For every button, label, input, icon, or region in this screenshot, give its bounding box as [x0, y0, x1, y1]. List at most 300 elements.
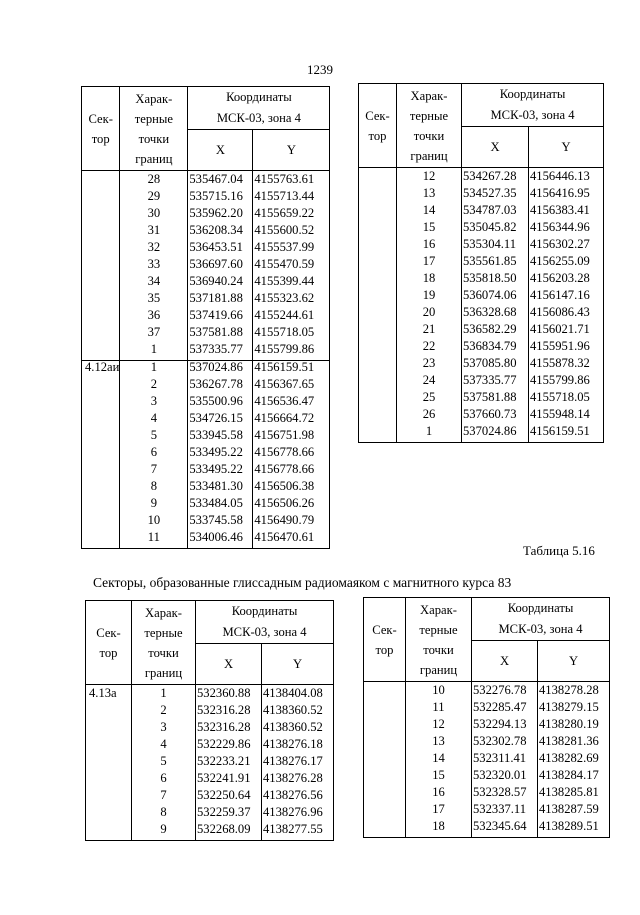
point-cell: 37 [120, 326, 188, 343]
sector-cell [82, 258, 120, 275]
header-sector: Сек-тор [82, 87, 120, 171]
sector-cell [359, 374, 397, 391]
y-coordinate-cell: 4156383.41 [529, 204, 604, 221]
point-cell: 15 [397, 221, 462, 238]
y-coordinate-cell: 4155244.61 [253, 309, 330, 326]
table-row [86, 685, 334, 705]
table-row [359, 255, 604, 272]
x-coordinate-cell: 532316.28 [196, 704, 262, 721]
table-row [82, 412, 330, 429]
y-coordinate-cell: 4156255.09 [529, 255, 604, 272]
sector-cell [82, 378, 120, 395]
y-coordinate-cell: 4155799.86 [253, 343, 330, 361]
sector-cell [82, 326, 120, 343]
y-coordinate-cell: 4138284.17 [538, 769, 610, 786]
sector-cell [82, 497, 120, 514]
header-points [120, 87, 188, 171]
header-coordinates [462, 84, 604, 127]
point-cell: 2 [132, 704, 196, 721]
x-coordinate-cell: 537335.77 [188, 343, 253, 361]
sector-cell [364, 769, 406, 786]
x-coordinate-cell: 537024.86 [188, 361, 253, 379]
table-row [86, 738, 334, 755]
x-coordinate-cell: 537581.88 [188, 326, 253, 343]
sector-cell [359, 391, 397, 408]
header-points [132, 601, 196, 685]
point-cell: 34 [120, 275, 188, 292]
table-row [86, 755, 334, 772]
table1-left-block [81, 86, 330, 549]
y-coordinate-cell: 4156159.51 [529, 425, 604, 443]
table-row [86, 704, 334, 721]
y-coordinate-cell: 4138282.69 [538, 752, 610, 769]
sector-cell [359, 323, 397, 340]
point-cell: 36 [120, 309, 188, 326]
y-coordinate-cell: 4156536.47 [253, 395, 330, 412]
header-points-line: точки [413, 128, 445, 143]
y-coordinate-cell: 4155659.22 [253, 207, 330, 224]
y-coordinate-cell: 4156490.79 [253, 514, 330, 531]
table2-right-block [363, 597, 610, 838]
point-cell: 12 [406, 718, 472, 735]
y-coordinate-cell: 4156664.72 [253, 412, 330, 429]
sector-cell [359, 272, 397, 289]
table-row [82, 361, 330, 379]
sector-cell [359, 255, 397, 272]
y-coordinate-cell: 4138360.52 [262, 721, 334, 738]
x-coordinate-cell: 532229.86 [196, 738, 262, 755]
table-row [86, 721, 334, 738]
y-coordinate-cell: 4138287.59 [538, 803, 610, 820]
table-row [364, 769, 610, 786]
header-coordinates-line: МСК-03, зона 4 [216, 111, 301, 125]
x-coordinate-cell: 537335.77 [462, 374, 529, 391]
x-coordinate-cell: 534527.35 [462, 187, 529, 204]
header-coordinates-line: Координаты [507, 601, 574, 615]
table-caption: Секторы, образованные глиссадным радиомаяком с магнитного курса 83 [93, 575, 512, 590]
table-row [359, 272, 604, 289]
point-cell: 23 [397, 357, 462, 374]
table-number-label: Таблица 5.16 [523, 543, 595, 558]
sector-cell [364, 718, 406, 735]
header-points-line: границ [144, 665, 183, 680]
sector-cell [82, 224, 120, 241]
point-cell: 17 [397, 255, 462, 272]
point-cell: 29 [120, 190, 188, 207]
y-coordinate-cell: 4155713.44 [253, 190, 330, 207]
table-row [359, 306, 604, 323]
header-y: Y [262, 644, 334, 685]
x-coordinate-cell: 536453.51 [188, 241, 253, 258]
table-row [82, 171, 330, 191]
point-cell: 9 [132, 823, 196, 841]
y-coordinate-cell: 4156086.43 [529, 306, 604, 323]
y-coordinate-cell: 4156147.16 [529, 289, 604, 306]
y-coordinate-cell: 4156203.28 [529, 272, 604, 289]
point-cell: 14 [406, 752, 472, 769]
sector-cell [364, 701, 406, 718]
x-coordinate-cell: 532311.41 [472, 752, 538, 769]
sector-cell [359, 238, 397, 255]
x-coordinate-cell: 536697.60 [188, 258, 253, 275]
y-coordinate-cell: 4138276.28 [262, 772, 334, 789]
table-row [82, 258, 330, 275]
y-coordinate-cell: 4155470.59 [253, 258, 330, 275]
y-coordinate-cell: 4156446.13 [529, 168, 604, 188]
table-row [82, 241, 330, 258]
header-points [397, 84, 462, 168]
point-cell: 31 [120, 224, 188, 241]
point-cell: 10 [406, 682, 472, 702]
sector-cell [359, 289, 397, 306]
sector-cell [364, 752, 406, 769]
y-coordinate-cell: 4156778.66 [253, 463, 330, 480]
table-row [82, 326, 330, 343]
y-coordinate-cell: 4138281.36 [538, 735, 610, 752]
y-coordinate-cell: 4156778.66 [253, 446, 330, 463]
x-coordinate-cell: 533945.58 [188, 429, 253, 446]
y-coordinate-cell: 4155323.62 [253, 292, 330, 309]
x-coordinate-cell: 532328.57 [472, 786, 538, 803]
table-row [359, 289, 604, 306]
y-coordinate-cell: 4138276.18 [262, 738, 334, 755]
sector-cell [82, 309, 120, 326]
point-cell: 5 [132, 755, 196, 772]
sector-cell [359, 204, 397, 221]
table-row [82, 395, 330, 412]
table-row [82, 378, 330, 395]
x-coordinate-cell: 536074.06 [462, 289, 529, 306]
point-cell: 22 [397, 340, 462, 357]
point-cell: 8 [120, 480, 188, 497]
point-cell: 35 [120, 292, 188, 309]
x-coordinate-cell: 534726.15 [188, 412, 253, 429]
y-coordinate-cell: 4138360.52 [262, 704, 334, 721]
x-coordinate-cell: 532360.88 [196, 685, 262, 705]
x-coordinate-cell: 533745.58 [188, 514, 253, 531]
sector-cell [359, 187, 397, 204]
coords-table [363, 597, 610, 838]
x-coordinate-cell: 532294.13 [472, 718, 538, 735]
sector-cell [359, 340, 397, 357]
point-cell: 3 [120, 395, 188, 412]
point-cell: 7 [132, 789, 196, 806]
sector-cell [86, 755, 132, 772]
y-coordinate-cell: 4156751.98 [253, 429, 330, 446]
header-points [406, 598, 472, 682]
x-coordinate-cell: 533495.22 [188, 446, 253, 463]
point-cell: 10 [120, 514, 188, 531]
header-coordinates-line: Координаты [499, 87, 566, 101]
x-coordinate-cell: 532337.11 [472, 803, 538, 820]
table-row [82, 463, 330, 480]
y-coordinate-cell: 4138278.28 [538, 682, 610, 702]
table-row [359, 221, 604, 238]
point-cell: 3 [132, 721, 196, 738]
x-coordinate-cell: 532345.64 [472, 820, 538, 838]
table-row [82, 446, 330, 463]
sector-cell [82, 480, 120, 497]
point-cell: 24 [397, 374, 462, 391]
x-coordinate-cell: 535818.50 [462, 272, 529, 289]
header-y: Y [253, 130, 330, 171]
x-coordinate-cell: 537085.80 [462, 357, 529, 374]
x-coordinate-cell: 532259.37 [196, 806, 262, 823]
point-cell: 12 [397, 168, 462, 188]
table-row [82, 275, 330, 292]
x-coordinate-cell: 537419.66 [188, 309, 253, 326]
point-cell: 16 [397, 238, 462, 255]
y-coordinate-cell: 4155951.96 [529, 340, 604, 357]
table-row [82, 480, 330, 497]
table-row [364, 752, 610, 769]
table-row [82, 531, 330, 549]
y-coordinate-cell: 4155600.52 [253, 224, 330, 241]
header-points-line: Харак- [135, 91, 173, 106]
point-cell: 33 [120, 258, 188, 275]
point-cell: 13 [406, 735, 472, 752]
x-coordinate-cell: 536267.78 [188, 378, 253, 395]
point-cell: 2 [120, 378, 188, 395]
sector-cell [86, 789, 132, 806]
table-row [86, 772, 334, 789]
x-coordinate-cell: 537660.73 [462, 408, 529, 425]
point-cell: 26 [397, 408, 462, 425]
table-row [86, 789, 334, 806]
table-row [364, 786, 610, 803]
x-coordinate-cell: 533481.30 [188, 480, 253, 497]
table-row [82, 224, 330, 241]
header-points-line: точки [138, 131, 170, 146]
header-points-line: границ [419, 662, 458, 677]
x-coordinate-cell: 535500.96 [188, 395, 253, 412]
x-coordinate-cell: 532241.91 [196, 772, 262, 789]
point-cell: 4 [120, 412, 188, 429]
sector-cell [86, 738, 132, 755]
sector-cell [82, 343, 120, 361]
header-points-line: границ [410, 148, 448, 163]
point-cell: 6 [132, 772, 196, 789]
y-coordinate-cell: 4138277.55 [262, 823, 334, 841]
sector-cell [364, 803, 406, 820]
table-row [359, 408, 604, 425]
point-cell: 28 [120, 171, 188, 191]
header-points-line: Харак- [145, 605, 182, 620]
header-points-line: терные [419, 622, 458, 637]
y-coordinate-cell: 4138276.17 [262, 755, 334, 772]
point-cell: 7 [120, 463, 188, 480]
sector-cell [364, 786, 406, 803]
header-points-line: терные [409, 108, 449, 123]
x-coordinate-cell: 535045.82 [462, 221, 529, 238]
point-cell: 17 [406, 803, 472, 820]
y-coordinate-cell: 4156506.38 [253, 480, 330, 497]
sector-cell [364, 820, 406, 838]
sector-cell [82, 429, 120, 446]
y-coordinate-cell: 4156470.61 [253, 531, 330, 549]
y-coordinate-cell: 4155399.44 [253, 275, 330, 292]
sector-cell [359, 221, 397, 238]
header-x: X [188, 130, 253, 171]
table-row [359, 357, 604, 374]
sector-cell [82, 275, 120, 292]
point-cell: 11 [120, 531, 188, 549]
table-row [82, 292, 330, 309]
y-coordinate-cell: 4155948.14 [529, 408, 604, 425]
page-number: 1239 [307, 62, 333, 77]
header-y: Y [529, 127, 604, 168]
table-row [86, 806, 334, 823]
header-sector: Сек-тор [359, 84, 397, 168]
sector-cell [86, 806, 132, 823]
sector-cell [359, 425, 397, 443]
y-coordinate-cell: 4138276.56 [262, 789, 334, 806]
y-coordinate-cell: 4156367.65 [253, 378, 330, 395]
sector-cell: 4.12аи [82, 361, 120, 379]
table-row [82, 207, 330, 224]
table-row [359, 238, 604, 255]
header-coordinates-line: Координаты [226, 90, 292, 104]
sector-cell [82, 463, 120, 480]
header-coordinates-line: МСК-03, зона 4 [222, 625, 307, 639]
x-coordinate-cell: 533484.05 [188, 497, 253, 514]
table-row [86, 823, 334, 841]
sector-cell [82, 292, 120, 309]
x-coordinate-cell: 532302.78 [472, 735, 538, 752]
point-cell: 30 [120, 207, 188, 224]
header-points-line: Харак- [410, 88, 448, 103]
table-row [364, 820, 610, 838]
x-coordinate-cell: 535962.20 [188, 207, 253, 224]
table1-right-block [358, 83, 604, 443]
y-coordinate-cell: 4138285.81 [538, 786, 610, 803]
table-row [82, 514, 330, 531]
point-cell: 14 [397, 204, 462, 221]
sector-cell [82, 171, 120, 191]
sector-cell [82, 395, 120, 412]
y-coordinate-cell: 4156302.27 [529, 238, 604, 255]
y-coordinate-cell: 4138276.96 [262, 806, 334, 823]
point-cell: 1 [397, 425, 462, 443]
sector-cell [82, 190, 120, 207]
sector-cell [82, 531, 120, 549]
sector-cell [359, 306, 397, 323]
x-coordinate-cell: 532268.09 [196, 823, 262, 841]
y-coordinate-cell: 4138289.51 [538, 820, 610, 838]
point-cell: 19 [397, 289, 462, 306]
point-cell: 5 [120, 429, 188, 446]
sector-cell [86, 721, 132, 738]
x-coordinate-cell: 536208.34 [188, 224, 253, 241]
table-row [359, 374, 604, 391]
table-row [359, 204, 604, 221]
x-coordinate-cell: 537024.86 [462, 425, 529, 443]
table-row [82, 497, 330, 514]
point-cell: 25 [397, 391, 462, 408]
point-cell: 1 [120, 343, 188, 361]
header-coordinates-line: МСК-03, зона 4 [490, 108, 575, 122]
x-coordinate-cell: 534006.46 [188, 531, 253, 549]
x-coordinate-cell: 537581.88 [462, 391, 529, 408]
point-cell: 18 [406, 820, 472, 838]
sector-cell [86, 823, 132, 841]
x-coordinate-cell: 536940.24 [188, 275, 253, 292]
table-row [359, 187, 604, 204]
sector-cell [86, 704, 132, 721]
sector-cell: 4.13а [86, 685, 132, 705]
table-row [359, 340, 604, 357]
header-x: X [196, 644, 262, 685]
table-row [364, 718, 610, 735]
table-row [82, 429, 330, 446]
y-coordinate-cell: 4138279.15 [538, 701, 610, 718]
table2-left-block [85, 600, 334, 841]
header-coordinates [196, 601, 334, 644]
table-row [359, 323, 604, 340]
x-coordinate-cell: 536582.29 [462, 323, 529, 340]
header-x: X [472, 641, 538, 682]
point-cell: 8 [132, 806, 196, 823]
table-row [82, 343, 330, 361]
x-coordinate-cell: 532233.21 [196, 755, 262, 772]
table-row [82, 309, 330, 326]
x-coordinate-cell: 535304.11 [462, 238, 529, 255]
sector-cell [359, 357, 397, 374]
header-points-line: терные [134, 111, 173, 126]
sector-cell [82, 207, 120, 224]
x-coordinate-cell: 532285.47 [472, 701, 538, 718]
point-cell: 6 [120, 446, 188, 463]
x-coordinate-cell: 532276.78 [472, 682, 538, 702]
y-coordinate-cell: 4138280.19 [538, 718, 610, 735]
x-coordinate-cell: 536834.79 [462, 340, 529, 357]
x-coordinate-cell: 535561.85 [462, 255, 529, 272]
sector-cell [82, 241, 120, 258]
header-points-line: Харак- [420, 602, 457, 617]
header-y: Y [538, 641, 610, 682]
y-coordinate-cell: 4155799.86 [529, 374, 604, 391]
y-coordinate-cell: 4156506.26 [253, 497, 330, 514]
y-coordinate-cell: 4155763.61 [253, 171, 330, 191]
y-coordinate-cell: 4156344.96 [529, 221, 604, 238]
y-coordinate-cell: 4156416.95 [529, 187, 604, 204]
table-row [364, 682, 610, 702]
point-cell: 18 [397, 272, 462, 289]
y-coordinate-cell: 4156159.51 [253, 361, 330, 379]
coords-table [81, 86, 330, 549]
x-coordinate-cell: 532320.01 [472, 769, 538, 786]
header-x: X [462, 127, 529, 168]
x-coordinate-cell: 535715.16 [188, 190, 253, 207]
point-cell: 11 [406, 701, 472, 718]
header-points-line: терные [144, 625, 183, 640]
table-row [364, 735, 610, 752]
point-cell: 9 [120, 497, 188, 514]
header-sector: Сек-тор [86, 601, 132, 685]
x-coordinate-cell: 536328.68 [462, 306, 529, 323]
x-coordinate-cell: 537181.88 [188, 292, 253, 309]
sector-cell [86, 772, 132, 789]
x-coordinate-cell: 534267.28 [462, 168, 529, 188]
header-points-line: границ [135, 151, 173, 166]
point-cell: 1 [132, 685, 196, 705]
point-cell: 16 [406, 786, 472, 803]
y-coordinate-cell: 4155718.05 [253, 326, 330, 343]
point-cell: 32 [120, 241, 188, 258]
header-coordinates [188, 87, 330, 130]
point-cell: 20 [397, 306, 462, 323]
table-row [359, 425, 604, 443]
